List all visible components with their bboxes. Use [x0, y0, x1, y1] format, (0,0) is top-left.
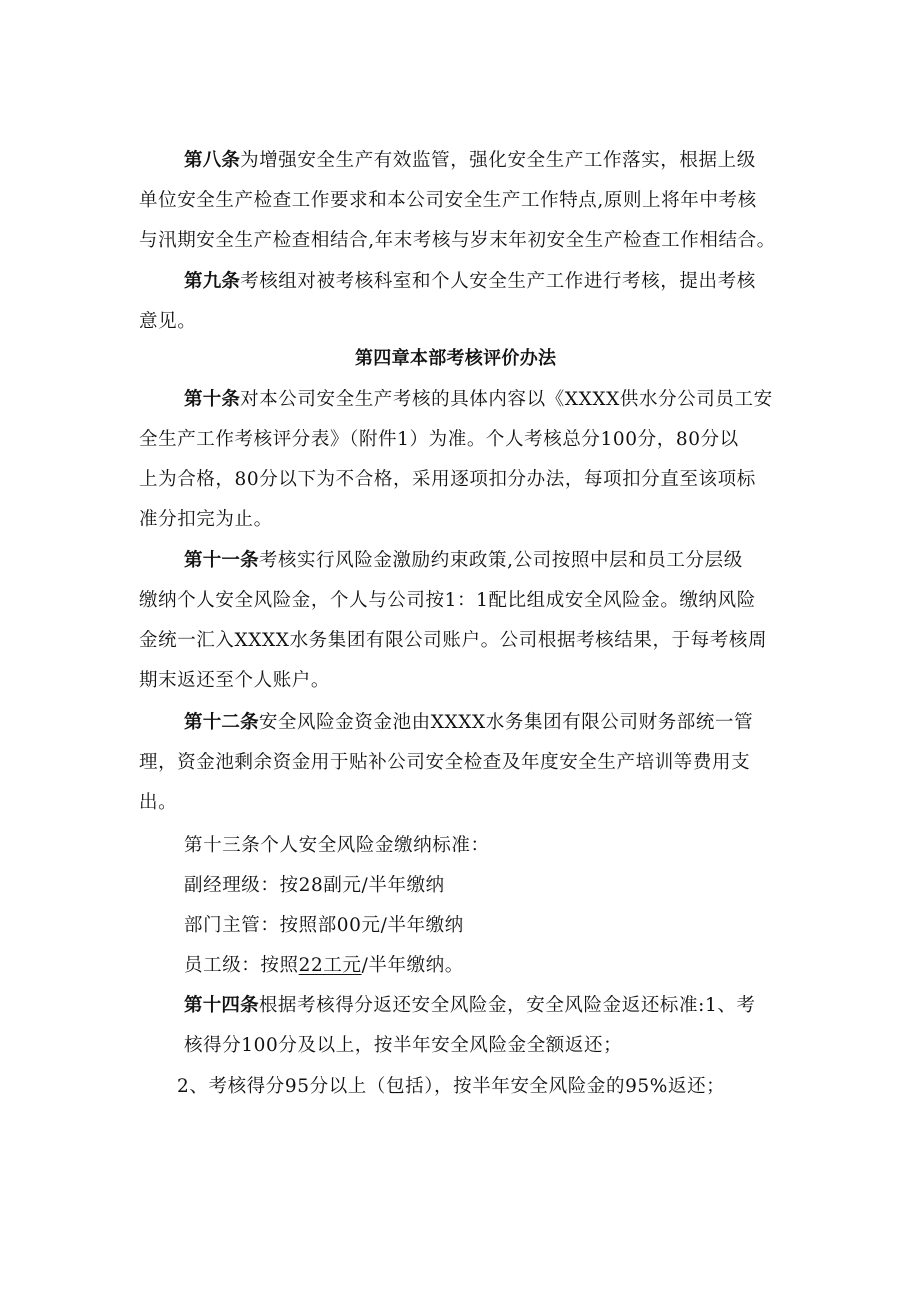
article-11-line-2: 缴纳个人安全风险金，个人与公司按1：1配比组成安全风险金。缴纳风险 — [139, 590, 756, 611]
staff-prefix: 员工级：按照 — [184, 955, 299, 976]
article-10-line-2: 全生产工作考核评分表》（附件1）为准。个人考核总分100分，80分以 — [139, 429, 739, 450]
article-8-line-1 — [0, 147, 920, 175]
article-14-line-2: 核得分100分及以上，按半年安全风险金全额返还； — [184, 1035, 623, 1056]
article-13-staff — [0, 952, 920, 980]
article-11-label: 第十一条 — [184, 550, 259, 571]
chapter-4-title: 第四章本部考核评价办法 — [355, 348, 557, 369]
article-12-line-3: 出。 — [139, 792, 178, 813]
article-12-line-1 — [0, 709, 920, 737]
article-10-line-4: 准分扣完为止。 — [139, 509, 273, 530]
article-10-line-3: 上为合格，80分以下为不合格，采用逐项扣分办法，每项扣分直至该项标 — [139, 469, 756, 490]
article-12-text: 安全风险金资金池由XXXX水务集团有限公司财务部统一管 — [258, 712, 754, 733]
article-9-label: 第九条 — [184, 271, 241, 292]
article-10-label: 第十条 — [184, 389, 241, 410]
article-11-line-1 — [0, 547, 920, 575]
article-14-line-3: 2、考核得分95分以上（包括），按半年安全风险金的95%返还； — [177, 1076, 726, 1097]
article-10-text: 对本公司安全生产考核的具体内容以《XXXX供水分公司员工安 — [240, 389, 773, 410]
article-14-text: 根据考核得分返还安全风险金，安全风险金返还标准:1、考 — [258, 995, 756, 1016]
article-8-line-2: 单位安全生产检查工作要求和本公司安全生产工作特点,原则上将年中考核 — [139, 190, 757, 211]
article-8-text: 为增强安全生产有效监管，强化安全生产工作落实，根据上级 — [240, 150, 756, 171]
article-12-label: 第十二条 — [184, 712, 259, 733]
article-8-line-3: 与汛期安全生产检查相结合,年末考核与岁末年初安全生产检查工作相结合。 — [139, 230, 776, 251]
article-12-line-2: 理，资金池剩余资金用于贴补公司安全检查及年度安全生产培训等费用支 — [139, 752, 751, 773]
article-9-line-2: 意见。 — [139, 311, 197, 332]
article-13-dept-head: 部门主管：按照部00元/半年缴纳 — [184, 915, 464, 936]
staff-suffix: /半年缴纳。 — [361, 955, 464, 976]
article-14-line-1 — [0, 992, 920, 1020]
article-11-text: 考核实行风险金激励约束政策,公司按照中层和员工分层级 — [258, 550, 743, 571]
article-14-label: 第十四条 — [184, 995, 259, 1016]
article-9-line-1 — [0, 268, 920, 296]
article-10-line-1 — [0, 386, 920, 414]
article-11-line-3: 金统一汇入XXXX水务集团有限公司账户。公司根据考核结果，于每考核周 — [139, 630, 768, 651]
article-9-text: 考核组对被考核科室和个人安全生产工作进行考核，提出考核 — [240, 271, 756, 292]
article-11-line-4: 期末返还至个人账户。 — [139, 670, 331, 691]
article-8-label: 第八条 — [184, 150, 241, 171]
article-13-deputy-manager: 副经理级：按28副元/半年缴纳 — [184, 875, 445, 896]
article-13-line-1: 第十三条个人安全风险金缴纳标准： — [184, 835, 490, 856]
staff-amount: 22工元 — [298, 955, 362, 976]
